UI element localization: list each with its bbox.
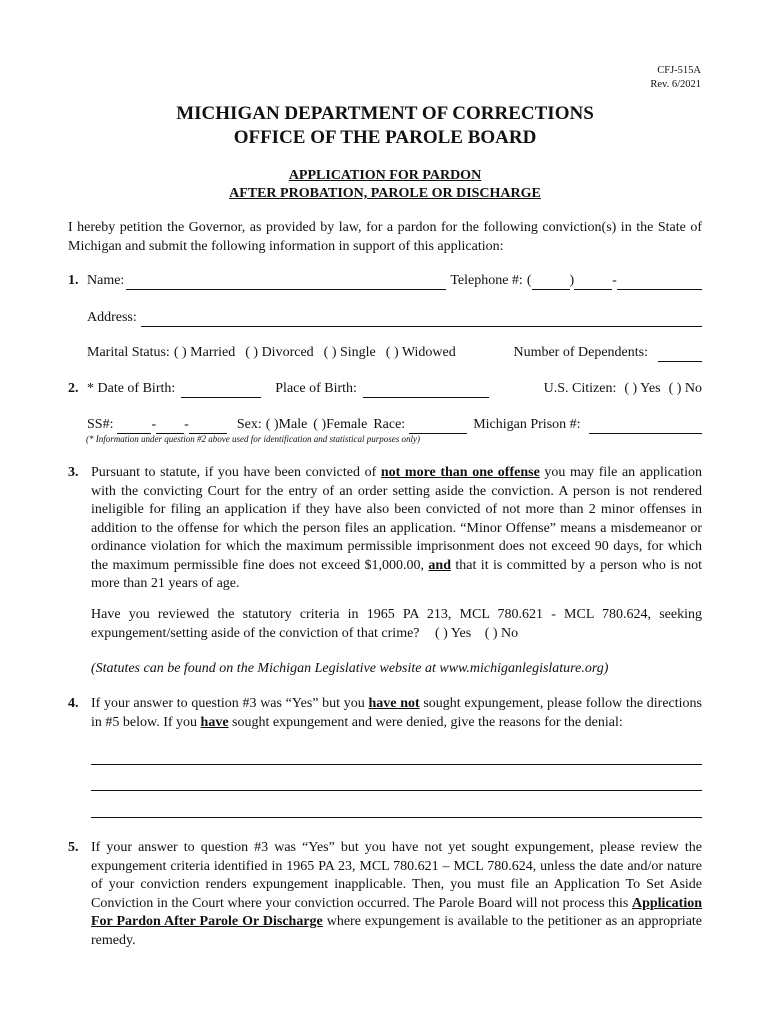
sex-label: Sex: [236, 417, 262, 432]
question-number: 2. [68, 381, 79, 396]
expungement-review-paragraph [91, 839, 702, 950]
q5-text: where expungement is available to the petitioner as an appropriate remedy. [91, 914, 703, 948]
ss-part1-field[interactable] [117, 419, 151, 434]
denial-answer-line[interactable] [91, 790, 702, 791]
form-identifier [650, 64, 701, 92]
telephone-prefix-field[interactable] [574, 275, 612, 290]
office-title: OFFICE OF THE PAROLE BOARD [233, 127, 537, 148]
citizen-no-option[interactable]: ( ) No [668, 381, 702, 396]
statutes-note: (Statutes can be found on the Michigan Legislative website at www.michiganlegislature.org) [91, 661, 609, 676]
q4-text: sought expungement and were denied, give the reasons for the denial: [228, 714, 623, 730]
sex-female-option[interactable]: ( )Female [313, 417, 368, 432]
q3-text: that it is committed by a person who is not more than 21 years of age. [91, 557, 702, 591]
telephone-number-field[interactable] [617, 275, 702, 290]
prison-number-field[interactable] [589, 419, 702, 434]
expungement-paragraph [91, 464, 702, 594]
ss-label: SS#: [87, 417, 114, 432]
statutory-criteria-question [91, 606, 702, 643]
birth-citizen-row [68, 380, 702, 398]
denial-answer-line[interactable] [91, 764, 702, 765]
address-label: Address: [87, 310, 137, 325]
sex-male-option[interactable]: ( )Male [265, 417, 308, 432]
ss-sex-race-row: SS#: - - Sex: ( )Male ( )Female Race: Michigan Prison #: [87, 416, 702, 434]
q3-text: Pursuant to statute, if you have been convicted of [91, 465, 381, 480]
telephone-area-open: ( [526, 273, 532, 288]
q3-text: you may file an application with the convicting Court for the entry of an order setting aside the conviction. A person is not rendered ineligible for filing an application if they have also been convicted of not more than 2 minor offenses in addition to the offense for which the person files an application. “Minor Offense” means a misdemeanor or ordinance violation for which the maximum permissible imprisonment does not exceed 90 days, for which the maximum permissible fine does not exceed $1,000.00, [91, 465, 702, 573]
dob-field[interactable] [181, 383, 261, 398]
q3-emphasis-offense: not more than one offense [380, 465, 540, 480]
q4-text: sought expungement, please follow the directions in #5 below. If you [91, 696, 702, 730]
application-title: APPLICATION FOR PARDON [288, 168, 482, 183]
q4-text: If your answer to question #3 was “Yes” but you [91, 696, 369, 711]
dependents-label: Number of Dependents: [513, 345, 648, 360]
q3-emphasis-and: and [428, 557, 451, 573]
question-number: 3. [68, 465, 79, 480]
name-telephone-row [68, 272, 702, 290]
intro-paragraph: I hereby petition the Governor, as provided by law, for a pardon for the following conviction(s) in the State of Michigan and submit the following information in support of this application: [68, 220, 702, 254]
marital-option-single[interactable]: ( ) Single [323, 345, 376, 360]
address-field[interactable] [141, 312, 702, 327]
denial-answer-line[interactable] [91, 817, 702, 818]
denial-question [91, 695, 702, 732]
q5-text: If your answer to question #3 was “Yes” but you have not yet sought expungement, please review the expungement criteria identified in 1965 PA 23, MCL 780.621 – MCL 780.624, unless the date and/or nature of your conviction renders expungement inapplicable. Then, you must file an Application To Set Aside Conviction in the Court where your conviction occurred. The Parole Board will not process this [91, 840, 702, 911]
prison-number-label: Michigan Prison #: [473, 417, 581, 432]
identification-note: (* Information under question #2 above used for identification and statistical purposes only) [86, 434, 420, 444]
department-title: MICHIGAN DEPARTMENT OF CORRECTIONS [176, 103, 594, 124]
application-subtitle: AFTER PROBATION, PAROLE OR DISCHARGE [229, 186, 541, 201]
q5-emphasis-application: Application For Pardon After Parole Or Discharge [91, 895, 702, 929]
ss-part2-field[interactable] [156, 419, 184, 434]
criteria-no-option[interactable]: ( ) No [484, 625, 519, 641]
question-number: 5. [68, 840, 79, 855]
pob-field[interactable] [363, 383, 489, 398]
telephone-dash: - [612, 273, 617, 288]
question-number: 1. [68, 273, 79, 288]
citizen-yes-option[interactable]: ( ) Yes [624, 381, 661, 396]
marital-status-label: Marital Status: [87, 345, 170, 360]
citizen-label: U.S. Citizen: [543, 381, 617, 396]
dependents-field[interactable] [658, 347, 702, 362]
form-revision: Rev. 6/2021 [650, 79, 701, 90]
name-label: Name: [87, 273, 125, 288]
q4-emphasis-have: have [200, 714, 229, 730]
criteria-yes-option[interactable]: ( ) Yes [435, 625, 472, 641]
telephone-area-close: ) [569, 273, 575, 288]
question-number: 4. [68, 696, 79, 711]
address-row [87, 309, 702, 327]
race-field[interactable] [409, 419, 467, 434]
marital-option-married[interactable]: ( ) Married [173, 345, 236, 360]
pob-label: Place of Birth: [275, 381, 357, 396]
name-field[interactable] [126, 275, 446, 290]
criteria-question-text: Have you reviewed the statutory criteria in 1965 PA 213, MCL 780.621 - MCL 780.624, seeking expungement/setting aside of the conviction of that crime? [91, 607, 702, 641]
marital-status-row [87, 344, 702, 362]
ss-part3-field[interactable] [189, 419, 227, 434]
marital-option-divorced[interactable]: ( ) Divorced [245, 345, 314, 360]
dob-label: * Date of Birth: [87, 381, 176, 396]
q4-emphasis-have-not: have not [368, 696, 420, 711]
marital-option-widowed[interactable]: ( ) Widowed [385, 345, 456, 360]
telephone-label: Telephone #: [450, 273, 523, 288]
telephone-area-field[interactable] [532, 275, 570, 290]
form-code: CFJ-515A [657, 65, 701, 76]
race-label: Race: [373, 417, 406, 432]
